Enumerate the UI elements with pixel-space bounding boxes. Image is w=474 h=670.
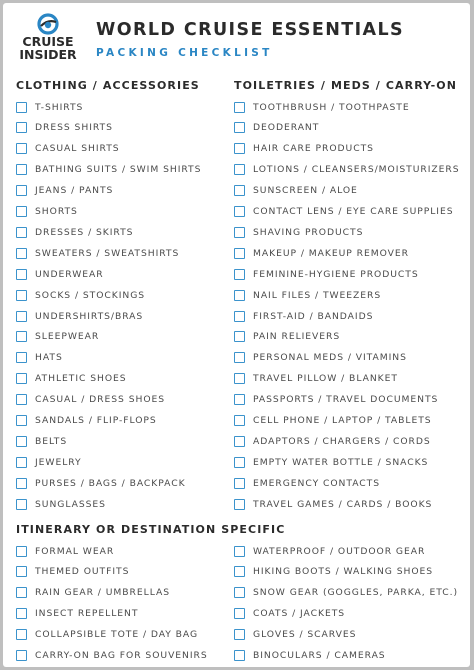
item-label: SHORTS	[35, 206, 78, 217]
checkbox[interactable]	[234, 206, 245, 217]
toiletries-item	[234, 476, 380, 490]
checkbox[interactable]	[234, 102, 245, 113]
item-label: COATS / JACKETS	[253, 608, 346, 620]
item-label: JEANS / PANTS	[35, 185, 114, 197]
clothing-item	[16, 121, 113, 135]
logo-text-insider: INSIDER	[19, 47, 77, 62]
logo-text-cruise: CRUISE	[22, 34, 74, 49]
item-label: UNDERWEAR	[35, 268, 104, 280]
item-label: BATHING SUITS / SWIM SHIRTS	[35, 164, 202, 176]
checkbox[interactable]	[234, 164, 245, 175]
item-label: CASUAL SHIRTS	[35, 143, 120, 155]
clothing-item	[16, 225, 133, 239]
item-label: PURSES / BAGS / BACKPACK	[35, 477, 186, 489]
item-label: THEMED OUTFITS	[35, 566, 130, 578]
item-label: TOOTHBRUSH / TOOTHPASTE	[253, 101, 410, 113]
itinerary-right-item	[234, 544, 425, 558]
checkbox[interactable]	[234, 436, 245, 447]
checkbox[interactable]	[234, 227, 245, 238]
checkbox[interactable]	[234, 608, 245, 619]
item-label: FORMAL WEAR	[35, 545, 115, 557]
checkbox[interactable]	[234, 587, 245, 598]
toiletries-item	[234, 246, 409, 260]
clothing-item	[16, 434, 67, 448]
toiletries-item	[234, 288, 381, 302]
itinerary-left-item	[16, 607, 138, 621]
item-label: GLOVES / SCARVES	[253, 629, 357, 641]
item-label: CONTACT LENS / EYE CARE SUPPLIES	[253, 206, 454, 217]
checkbox[interactable]	[234, 650, 245, 661]
toiletries-item	[234, 434, 431, 448]
item-label: HIKING BOOTS / WALKING SHOES	[253, 566, 434, 578]
clothing-item	[16, 330, 99, 344]
checkbox[interactable]	[16, 415, 27, 426]
clothing-item	[16, 476, 186, 490]
globe-swoosh-icon	[37, 13, 59, 35]
checkbox[interactable]	[16, 102, 27, 113]
checkbox[interactable]	[234, 311, 245, 322]
item-label: CELL PHONE / LAPTOP / TABLETS	[253, 415, 432, 426]
checkbox[interactable]	[16, 311, 27, 322]
checkbox[interactable]	[16, 587, 27, 598]
item-label: SNOW GEAR (GOGGLES, PARKA, ETC.)	[253, 587, 459, 599]
checkbox[interactable]	[234, 394, 245, 405]
itinerary-left-item	[16, 565, 129, 579]
checkbox[interactable]	[234, 373, 245, 384]
toiletries-item	[234, 497, 432, 511]
item-label: SLEEPWEAR	[35, 331, 100, 343]
clothing-item	[16, 205, 78, 219]
item-label: SUNGLASSES	[35, 498, 106, 510]
item-label: ADAPTORS / CHARGERS / CORDS	[253, 435, 431, 447]
clothing-item	[16, 246, 179, 260]
checkbox[interactable]	[234, 499, 245, 510]
itinerary-right-item	[234, 649, 386, 663]
itinerary-heading: ITINERARY OR DESTINATION SPECIFIC	[16, 523, 286, 536]
clothing-item	[16, 497, 106, 511]
checkbox[interactable]	[234, 352, 245, 363]
checkbox[interactable]	[16, 608, 27, 619]
item-label: FEMININE-HYGIENE PRODUCTS	[253, 268, 419, 280]
checkbox[interactable]	[234, 185, 245, 196]
toiletries-item	[234, 330, 340, 344]
item-label: CARRY-ON BAG FOR SOUVENIRS	[35, 650, 208, 661]
checkbox[interactable]	[16, 394, 27, 405]
checkbox[interactable]	[16, 248, 27, 259]
checkbox[interactable]	[234, 457, 245, 468]
checkbox[interactable]	[234, 546, 245, 557]
itinerary-left-item	[16, 544, 114, 558]
toiletries-item	[234, 455, 428, 469]
item-label: DRESS SHIRTS	[35, 122, 113, 134]
item-label: PERSONAL MEDS / VITAMINS	[253, 352, 407, 364]
item-label: SWEATERS / SWEATSHIRTS	[35, 247, 180, 259]
item-label: SHAVING PRODUCTS	[253, 226, 364, 238]
item-label: SOCKS / STOCKINGS	[35, 289, 146, 301]
clothing-item	[16, 184, 113, 198]
item-label: SANDALS / FLIP-FLOPS	[35, 415, 157, 426]
toiletries-item	[234, 372, 398, 386]
clothing-item	[16, 163, 201, 177]
checklist-sheet	[3, 3, 470, 667]
item-label: DEODERANT	[253, 122, 320, 134]
item-label: PAIN RELIEVERS	[253, 331, 341, 343]
checkbox[interactable]	[16, 352, 27, 363]
checkbox[interactable]	[16, 269, 27, 280]
item-label: JEWELRY	[35, 456, 82, 468]
item-label: TRAVEL PILLOW / BLANKET	[253, 373, 398, 385]
itinerary-right-item	[234, 628, 356, 642]
item-label: T-SHIRTS	[35, 101, 84, 113]
toiletries-item	[234, 267, 419, 281]
checkbox[interactable]	[234, 331, 245, 342]
itinerary-right-item	[234, 586, 458, 600]
page-subtitle: PACKING CHECKLIST	[96, 47, 273, 59]
toiletries-item	[234, 393, 438, 407]
item-label: MAKEUP / MAKEUP REMOVER	[253, 247, 409, 259]
itinerary-left-item	[16, 649, 208, 663]
clothing-item	[16, 288, 145, 302]
item-label: ATHLETIC SHOES	[35, 373, 127, 385]
checkbox[interactable]	[16, 122, 27, 133]
clothing-item	[16, 351, 63, 365]
item-label: CASUAL / DRESS SHOES	[35, 394, 166, 406]
checkbox[interactable]	[16, 227, 27, 238]
clothing-item	[16, 267, 104, 281]
clothing-item	[16, 414, 157, 428]
checkbox[interactable]	[234, 143, 245, 154]
item-label: RAIN GEAR / UMBRELLAS	[35, 587, 170, 599]
checkbox[interactable]	[234, 478, 245, 489]
item-label: WATERPROOF / OUTDOOR GEAR	[253, 545, 426, 557]
checkbox[interactable]	[16, 331, 27, 342]
clothing-item	[16, 372, 127, 386]
toiletries-heading: TOILETRIES / MEDS / CARRY-ON	[234, 79, 458, 92]
item-label: INSECT REPELLENT	[35, 608, 139, 620]
checkbox[interactable]	[16, 478, 27, 489]
itinerary-left-item	[16, 628, 198, 642]
checkbox[interactable]	[234, 290, 245, 301]
itinerary-right-item	[234, 565, 433, 579]
checkbox[interactable]	[16, 650, 27, 661]
checkbox[interactable]	[234, 566, 245, 577]
checkbox[interactable]	[16, 629, 27, 640]
toiletries-item	[234, 205, 454, 219]
item-label: BINOCULARS / CAMERAS	[253, 650, 386, 661]
clothing-item	[16, 142, 120, 156]
checkbox[interactable]	[234, 122, 245, 133]
toiletries-item	[234, 225, 363, 239]
checkbox[interactable]	[16, 457, 27, 468]
checkbox[interactable]	[16, 164, 27, 175]
checkbox[interactable]	[234, 248, 245, 259]
itinerary-left-item	[16, 586, 170, 600]
itinerary-right-item	[234, 607, 345, 621]
toiletries-item	[234, 100, 410, 114]
clothing-item	[16, 455, 82, 469]
item-label: UNDERSHIRTS/BRAS	[35, 310, 144, 322]
item-label: PASSPORTS / TRAVEL DOCUMENTS	[253, 394, 439, 406]
checkbox[interactable]	[16, 290, 27, 301]
toiletries-item	[234, 142, 374, 156]
item-label: NAIL FILES / TWEEZERS	[253, 289, 382, 301]
checkbox[interactable]	[234, 629, 245, 640]
item-label: DRESSES / SKIRTS	[35, 226, 134, 238]
item-label: BELTS	[35, 435, 68, 447]
toiletries-item	[234, 163, 460, 177]
item-label: EMERGENCY CONTACTS	[253, 477, 381, 489]
item-label: LOTIONS / CLEANSERS/MOISTURIZERS	[253, 164, 460, 176]
toiletries-item	[234, 309, 373, 323]
item-label: FIRST-AID / BANDAIDS	[253, 310, 374, 322]
item-label: COLLAPSIBLE TOTE / DAY BAG	[35, 629, 199, 641]
item-label: SUNSCREEN / ALOE	[253, 185, 358, 197]
checkbox[interactable]	[16, 206, 27, 217]
toiletries-item	[234, 184, 358, 198]
item-label: EMPTY WATER BOTTLE / SNACKS	[253, 456, 429, 468]
toiletries-item	[234, 351, 407, 365]
checkbox[interactable]	[234, 415, 245, 426]
cruise-insider-logo	[17, 13, 79, 63]
toiletries-item	[234, 121, 319, 135]
checkbox[interactable]	[16, 373, 27, 384]
checkbox[interactable]	[16, 546, 27, 557]
checkbox[interactable]	[16, 566, 27, 577]
checkbox[interactable]	[16, 143, 27, 154]
clothing-item	[16, 393, 165, 407]
clothing-item	[16, 100, 83, 114]
item-label: HAIR CARE PRODUCTS	[253, 143, 374, 155]
checkbox[interactable]	[16, 499, 27, 510]
checkbox[interactable]	[16, 185, 27, 196]
checkbox[interactable]	[16, 436, 27, 447]
clothing-item	[16, 309, 143, 323]
item-label: HATS	[35, 352, 63, 364]
item-label: TRAVEL GAMES / CARDS / BOOKS	[253, 498, 433, 510]
clothing-heading: CLOTHING / ACCESSORIES	[16, 79, 200, 92]
checkbox[interactable]	[234, 269, 245, 280]
toiletries-item	[234, 414, 432, 428]
page-title: WORLD CRUISE ESSENTIALS	[96, 20, 405, 40]
